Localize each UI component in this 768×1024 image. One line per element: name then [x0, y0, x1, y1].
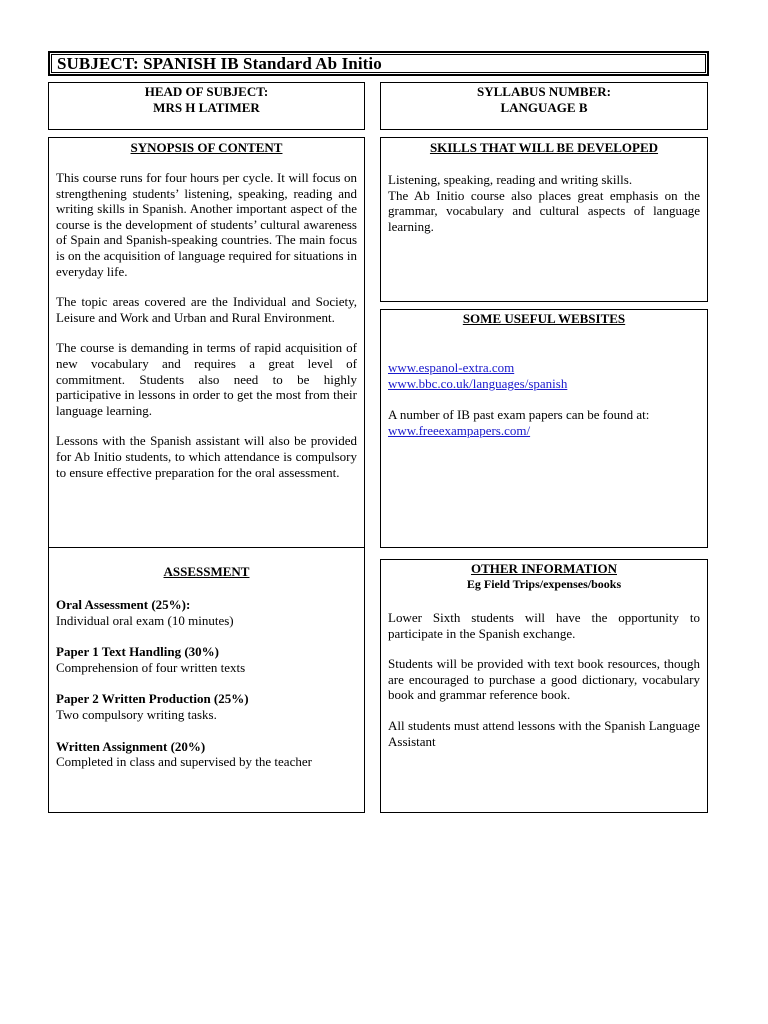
- exam-papers-note: A number of IB past exam papers can be found at:: [388, 407, 650, 422]
- assessment-item-title: Paper 1 Text Handling (30%): [56, 644, 220, 660]
- synopsis-heading: SYNOPSIS OF CONTENT: [130, 140, 283, 155]
- other-information-paragraph: Lower Sixth students will have the opportunity to participate in the Spanish exchange.: [388, 610, 700, 641]
- subject-title: SUBJECT: SPANISH IB Standard Ab Initio: [57, 54, 382, 73]
- synopsis-paragraph: This course runs for four hours per cycle. It will focus on strengthening students’ listening, speaking, reading and writing skills in Spanish. Another important aspect of the course is the development of students’ cultural awareness of Spain and Spanish-speaking countries. The main focus is on the acquisition of language required for situations in everyday life.: [56, 170, 357, 279]
- head-of-subject-box: [48, 82, 365, 130]
- other-information-subheading: Eg Field Trips/expenses/books: [466, 577, 622, 591]
- assessment-item-desc: Individual oral exam (10 minutes): [56, 612, 234, 628]
- syllabus-label: SYLLABUS NUMBER:: [477, 84, 611, 99]
- synopsis-paragraph: The course is demanding in terms of rapid acquisition of new vocabulary and requires a great level of commitment. Students also need to be highly participative in lessons in order to get the most from their language learning.: [56, 340, 357, 418]
- other-information-box: [380, 559, 708, 813]
- skills-box: [380, 137, 708, 302]
- synopsis-paragraph: Lessons with the Spanish assistant will also be provided for Ab Initio students, to which attendance is compulsory to ensure effective preparation for the oral assessment.: [56, 433, 357, 480]
- exam-papers-link[interactable]: www.freeexampapers.com/: [388, 422, 531, 438]
- synopsis-box: [48, 137, 365, 548]
- synopsis-paragraph: The topic areas covered are the Individual and Society, Leisure and Work and Urban and Rural Environment.: [56, 294, 357, 325]
- syllabus-box: [380, 82, 708, 130]
- assessment-item-title: Paper 2 Written Production (25%): [56, 691, 249, 707]
- other-information-heading: OTHER INFORMATION: [470, 561, 617, 576]
- website-link[interactable]: www.espanol-extra.com: [388, 360, 515, 375]
- other-information-paragraph: Students will be provided with text book resources, though are encouraged to purchase a good dictionary, vocabulary book and grammar reference book.: [388, 656, 700, 703]
- syllabus-value: LANGUAGE B: [500, 100, 588, 115]
- head-of-subject-label: HEAD OF SUBJECT:: [144, 84, 269, 99]
- website-link[interactable]: www.bbc.co.uk/languages/spanish: [388, 376, 568, 391]
- skills-line: Listening, speaking, reading and writing skills.: [388, 172, 633, 187]
- skills-heading: SKILLS THAT WILL BE DEVELOPED: [429, 140, 659, 155]
- assessment-item-desc: Two compulsory writing tasks.: [56, 706, 217, 722]
- other-information-paragraph: All students must attend lessons with the Spanish Language Assistant: [388, 717, 700, 749]
- websites-box: [380, 309, 708, 548]
- assessment-heading: ASSESSMENT: [163, 564, 250, 579]
- subject-title-box: [48, 51, 709, 76]
- assessment-item-title: Oral Assessment (25%):: [56, 597, 191, 612]
- assessment-item-title: Written Assignment (20%): [56, 738, 206, 754]
- assessment-box: [48, 547, 365, 813]
- assessment-item-desc: Completed in class and supervised by the teacher: [56, 754, 312, 770]
- head-of-subject-name: MRS H LATIMER: [153, 100, 260, 115]
- skills-line: The Ab Initio course also places great emphasis on the grammar, vocabulary and cultural aspects of language learning.: [388, 187, 700, 234]
- websites-heading: SOME USEFUL WEBSITES: [462, 311, 626, 326]
- assessment-item-desc: Comprehension of four written texts: [56, 659, 246, 675]
